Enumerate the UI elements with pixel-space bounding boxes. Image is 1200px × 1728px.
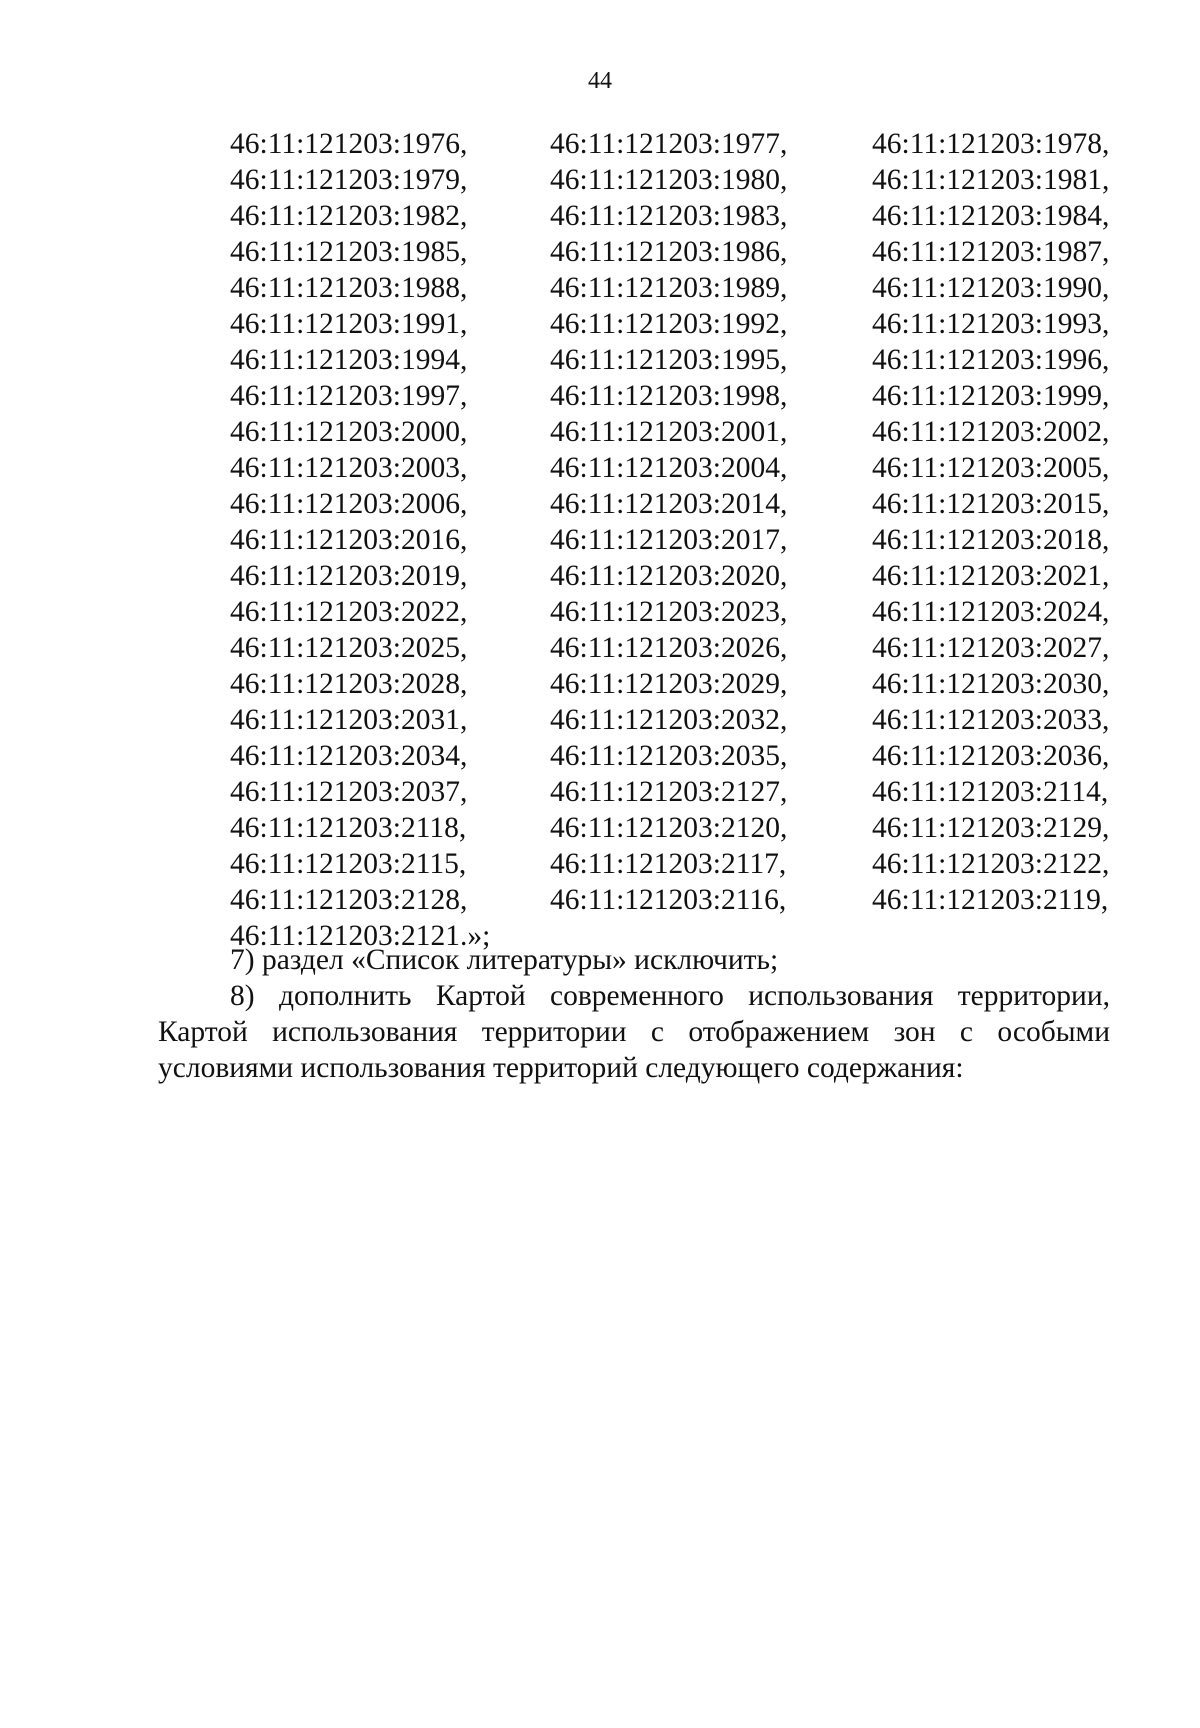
cadastral-number: 46:11:121203:2028, <box>230 668 468 700</box>
cadastral-number: 46:11:121203:2032, <box>550 704 788 736</box>
cadastral-number: 46:11:121203:1990, <box>872 272 1110 304</box>
cadastral-number: 46:11:121203:2001, <box>550 416 788 448</box>
cadastral-number: 46:11:121203:2115, <box>230 848 467 880</box>
cadastral-number: 46:11:121203:1998, <box>550 380 788 412</box>
cadastral-number: 46:11:121203:2030, <box>872 668 1110 700</box>
cadastral-number: 46:11:121203:2020, <box>550 560 788 592</box>
cadastral-number: 46:11:121203:1978, <box>872 128 1110 160</box>
cadastral-number: 46:11:121203:2128, <box>230 884 468 916</box>
paragraph-8-line-2: Картой использования территории с отображением зон с особыми <box>158 1016 1110 1048</box>
cadastral-row <box>230 486 1130 522</box>
cadastral-row <box>230 378 1130 414</box>
page-number: 44 <box>588 68 612 94</box>
cadastral-number: 46:11:121203:2026, <box>550 632 788 664</box>
cadastral-number: 46:11:121203:1983, <box>550 200 788 232</box>
cadastral-number: 46:11:121203:2023, <box>550 596 788 628</box>
cadastral-number: 46:11:121203:2119, <box>872 884 1109 916</box>
cadastral-row <box>230 198 1130 234</box>
cadastral-number: 46:11:121203:2117, <box>550 848 787 880</box>
cadastral-number: 46:11:121203:2036, <box>872 740 1110 772</box>
cadastral-row <box>230 594 1130 630</box>
cadastral-number: 46:11:121203:2129, <box>872 812 1110 844</box>
cadastral-row <box>230 162 1130 198</box>
cadastral-number: 46:11:121203:1999, <box>872 380 1110 412</box>
cadastral-row <box>230 558 1130 594</box>
paragraph-8-line-3: условиями использования территорий следующего содержания: <box>158 1052 964 1084</box>
cadastral-number: 46:11:121203:1976, <box>230 128 468 160</box>
cadastral-number: 46:11:121203:2003, <box>230 452 468 484</box>
cadastral-number: 46:11:121203:1986, <box>550 236 788 268</box>
cadastral-number: 46:11:121203:2024, <box>872 596 1110 628</box>
cadastral-row <box>230 702 1130 738</box>
cadastral-row <box>230 666 1130 702</box>
cadastral-number: 46:11:121203:2127, <box>550 776 788 808</box>
cadastral-row <box>230 450 1130 486</box>
cadastral-number: 46:11:121203:1995, <box>550 344 788 376</box>
cadastral-row <box>230 270 1130 306</box>
cadastral-number: 46:11:121203:1994, <box>230 344 468 376</box>
cadastral-number: 46:11:121203:1993, <box>872 308 1110 340</box>
cadastral-row <box>230 810 1130 846</box>
cadastral-row <box>230 774 1130 810</box>
cadastral-row <box>230 522 1130 558</box>
cadastral-row <box>230 234 1130 270</box>
cadastral-number: 46:11:121203:2006, <box>230 488 468 520</box>
cadastral-number: 46:11:121203:2118, <box>230 812 467 844</box>
document-text-block <box>158 942 1110 1086</box>
cadastral-number: 46:11:121203:2022, <box>230 596 468 628</box>
cadastral-row <box>230 882 1130 918</box>
cadastral-number: 46:11:121203:2017, <box>550 524 788 556</box>
cadastral-number: 46:11:121203:2120, <box>550 812 788 844</box>
cadastral-number: 46:11:121203:2005, <box>872 452 1110 484</box>
cadastral-number: 46:11:121203:1987, <box>872 236 1110 268</box>
cadastral-row <box>230 306 1130 342</box>
cadastral-number: 46:11:121203:1989, <box>550 272 788 304</box>
cadastral-number: 46:11:121203:1992, <box>550 308 788 340</box>
cadastral-number: 46:11:121203:2121.»; <box>230 920 491 952</box>
cadastral-number: 46:11:121203:1981, <box>872 164 1110 196</box>
cadastral-number: 46:11:121203:2021, <box>872 560 1110 592</box>
cadastral-number: 46:11:121203:2027, <box>872 632 1110 664</box>
cadastral-row <box>230 342 1130 378</box>
cadastral-number: 46:11:121203:2034, <box>230 740 468 772</box>
cadastral-row <box>230 414 1130 450</box>
cadastral-number: 46:11:121203:1996, <box>872 344 1110 376</box>
cadastral-row <box>230 630 1130 666</box>
cadastral-number: 46:11:121203:2002, <box>872 416 1110 448</box>
cadastral-number: 46:11:121203:1984, <box>872 200 1110 232</box>
cadastral-number: 46:11:121203:2033, <box>872 704 1110 736</box>
cadastral-number: 46:11:121203:1977, <box>550 128 788 160</box>
cadastral-number: 46:11:121203:2000, <box>230 416 468 448</box>
cadastral-number: 46:11:121203:2031, <box>230 704 468 736</box>
cadastral-number: 46:11:121203:1988, <box>230 272 468 304</box>
cadastral-number: 46:11:121203:2037, <box>230 776 468 808</box>
cadastral-number: 46:11:121203:1985, <box>230 236 468 268</box>
cadastral-number: 46:11:121203:2035, <box>550 740 788 772</box>
cadastral-number: 46:11:121203:2018, <box>872 524 1110 556</box>
cadastral-number: 46:11:121203:2114, <box>872 776 1109 808</box>
cadastral-number: 46:11:121203:2014, <box>550 488 788 520</box>
cadastral-number: 46:11:121203:2016, <box>230 524 468 556</box>
cadastral-number: 46:11:121203:2122, <box>872 848 1110 880</box>
cadastral-number: 46:11:121203:1980, <box>550 164 788 196</box>
cadastral-number: 46:11:121203:1979, <box>230 164 468 196</box>
paragraph-7: 7) раздел «Список литературы» исключить; <box>230 944 779 976</box>
cadastral-row <box>230 126 1130 162</box>
cadastral-number: 46:11:121203:2004, <box>550 452 788 484</box>
cadastral-number: 46:11:121203:2116, <box>550 884 787 916</box>
cadastral-number: 46:11:121203:2015, <box>872 488 1110 520</box>
cadastral-number: 46:11:121203:1997, <box>230 380 468 412</box>
cadastral-number: 46:11:121203:2025, <box>230 632 468 664</box>
cadastral-number-list <box>230 126 1130 954</box>
cadastral-row <box>230 738 1130 774</box>
cadastral-number: 46:11:121203:1991, <box>230 308 468 340</box>
cadastral-number: 46:11:121203:2029, <box>550 668 788 700</box>
cadastral-number: 46:11:121203:2019, <box>230 560 468 592</box>
cadastral-row <box>230 846 1130 882</box>
paragraph-8-line-1: 8) дополнить Картой современного использования территории, <box>230 980 1110 1012</box>
cadastral-number: 46:11:121203:1982, <box>230 200 468 232</box>
